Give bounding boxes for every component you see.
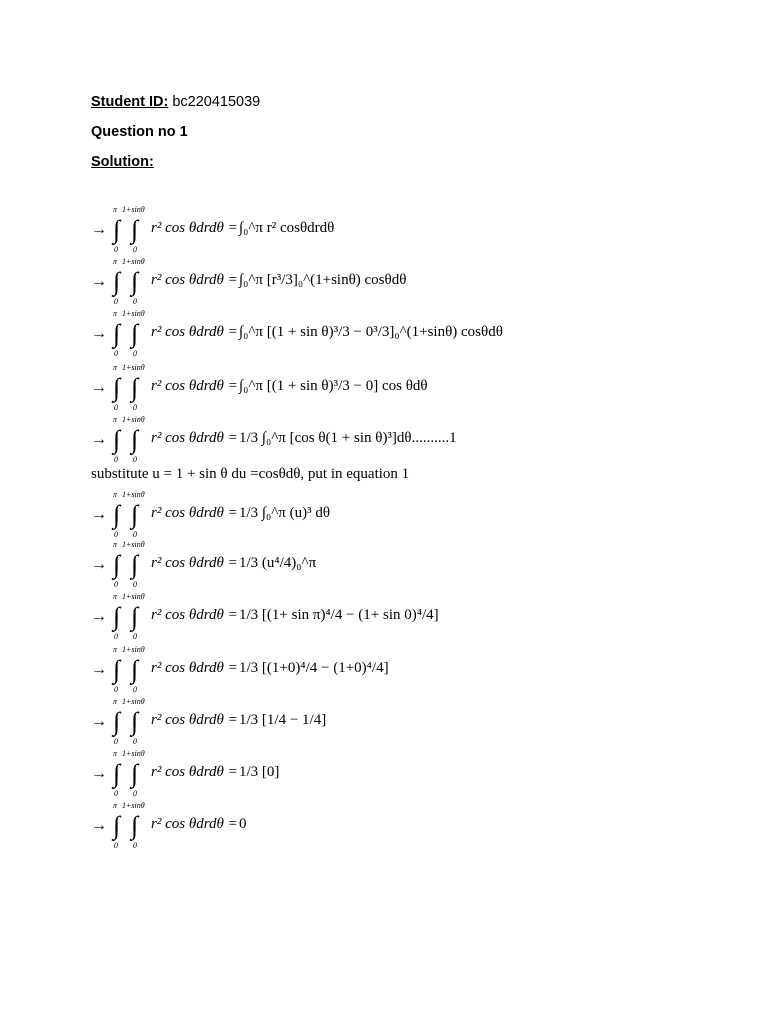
arrow-icon: → [91,221,107,238]
upper-limit-inner: 1+sinθ [122,205,145,214]
lower-limit-outer: 0 [114,403,118,412]
step-rhs: 0 [239,816,247,832]
arrow-icon: → [91,765,107,782]
upper-limit-inner: 1+sinθ [122,490,145,499]
arrow-icon: → [91,713,107,730]
arrow-icon: → [91,608,107,625]
integral-sign-outer: ∫ [113,602,121,631]
integral-sign-inner: ∫ [131,425,139,454]
lower-limit-inner: 0 [133,580,137,589]
arrow-icon: → [91,431,107,448]
upper-limit-outer: π [113,205,118,214]
arrow-icon: → [91,273,107,290]
lower-limit-outer: 0 [114,455,118,464]
integrand: r² cos θdrdθ = [151,272,238,288]
upper-limit-inner: 1+sinθ [122,415,145,424]
step-rhs: ∫₀^π [(1 + sin θ)³/3 − 0³/3]₀^(1+sinθ) cosθdθ [239,324,503,340]
arrow-icon: → [91,506,107,523]
integral-sign-inner: ∫ [131,811,139,840]
upper-limit-inner: 1+sinθ [122,257,145,266]
lower-limit-inner: 0 [133,841,137,850]
integral-sign-inner: ∫ [131,550,139,579]
double-integral [113,415,153,465]
integrand: r² cos θdrdθ = [151,324,238,340]
student-id-value: bc220415039 [172,94,261,110]
double-integral [113,309,153,359]
step-rhs: ∫₀^π [(1 + sin θ)³/3 − 0] cos θdθ [239,378,428,394]
step-rhs: 1/3 [(1+0)⁴/4 − (1+0)⁴/4] [239,660,389,676]
solution-heading: Solution: [91,154,154,170]
integrand: r² cos θdrdθ = [151,764,238,780]
arrow-icon: → [91,325,107,342]
integrand: r² cos θdrdθ = [151,816,238,832]
integral-sign-outer: ∫ [113,550,121,579]
integral-sign-outer: ∫ [113,373,121,402]
lower-limit-outer: 0 [114,789,118,798]
step-rhs: 1/3 [0] [239,764,280,780]
upper-limit-outer: π [113,645,118,654]
integrand: r² cos θdrdθ = [151,220,238,236]
double-integral [113,490,153,540]
integral-sign-outer: ∫ [113,759,121,788]
upper-limit-inner: 1+sinθ [122,363,145,372]
lower-limit-inner: 0 [133,632,137,641]
integrand: r² cos θdrdθ = [151,430,238,446]
lower-limit-inner: 0 [133,789,137,798]
lower-limit-outer: 0 [114,530,118,539]
upper-limit-outer: π [113,697,118,706]
lower-limit-inner: 0 [133,530,137,539]
upper-limit-outer: π [113,415,118,424]
integral-sign-inner: ∫ [131,373,139,402]
double-integral [113,257,153,307]
integral-sign-outer: ∫ [113,215,121,244]
upper-limit-inner: 1+sinθ [122,697,145,706]
integral-sign-outer: ∫ [113,707,121,736]
integrand: r² cos θdrdθ = [151,607,238,623]
upper-limit-inner: 1+sinθ [122,749,145,758]
arrow-icon: → [91,556,107,573]
integrand: r² cos θdrdθ = [151,555,238,571]
upper-limit-outer: π [113,801,118,810]
upper-limit-inner: 1+sinθ [122,645,145,654]
integrand: r² cos θdrdθ = [151,505,238,521]
lower-limit-inner: 0 [133,297,137,306]
lower-limit-outer: 0 [114,349,118,358]
upper-limit-outer: π [113,592,118,601]
integral-sign-outer: ∫ [113,655,121,684]
integral-sign-outer: ∫ [113,267,121,296]
lower-limit-outer: 0 [114,841,118,850]
upper-limit-outer: π [113,540,118,549]
integral-sign-outer: ∫ [113,811,121,840]
upper-limit-outer: π [113,749,118,758]
integral-sign-inner: ∫ [131,655,139,684]
integral-sign-outer: ∫ [113,425,121,454]
step-rhs: ∫₀^π r² cosθdrdθ [239,220,335,236]
lower-limit-outer: 0 [114,580,118,589]
integral-sign-outer: ∫ [113,319,121,348]
substitution-note: substitute u = 1 + sin θ du =cosθdθ, put in equation 1 [91,466,410,482]
student-id-line [91,94,260,110]
integral-sign-inner: ∫ [131,759,139,788]
arrow-icon: → [91,379,107,396]
step-rhs: 1/3 [(1+ sin π)⁴/4 − (1+ sin 0)⁴/4] [239,607,439,623]
lower-limit-outer: 0 [114,737,118,746]
integral-sign-inner: ∫ [131,707,139,736]
integral-sign-inner: ∫ [131,500,139,529]
lower-limit-outer: 0 [114,632,118,641]
integral-sign-inner: ∫ [131,602,139,631]
step-rhs: 1/3 ∫₀^π [cos θ(1 + sin θ)³]dθ..........1 [239,430,457,446]
lower-limit-outer: 0 [114,685,118,694]
upper-limit-outer: π [113,490,118,499]
step-rhs: ∫₀^π [r³/3]₀^(1+sinθ) cosθdθ [239,272,407,288]
student-id-label: Student ID: [91,94,169,110]
double-integral [113,205,153,255]
question-heading: Question no 1 [91,124,188,140]
double-integral [113,697,153,747]
upper-limit-outer: π [113,309,118,318]
arrow-icon: → [91,817,107,834]
double-integral [113,363,153,413]
upper-limit-inner: 1+sinθ [122,801,145,810]
lower-limit-inner: 0 [133,245,137,254]
upper-limit-outer: π [113,257,118,266]
step-rhs: 1/3 ∫₀^π (u)³ dθ [239,505,331,521]
integral-sign-outer: ∫ [113,500,121,529]
integral-sign-inner: ∫ [131,215,139,244]
lower-limit-inner: 0 [133,685,137,694]
upper-limit-outer: π [113,363,118,372]
lower-limit-outer: 0 [114,297,118,306]
double-integral [113,592,153,642]
integrand: r² cos θdrdθ = [151,378,238,394]
integrand: r² cos θdrdθ = [151,660,238,676]
double-integral [113,645,153,695]
upper-limit-inner: 1+sinθ [122,309,145,318]
step-rhs: 1/3 [1/4 − 1/4] [239,712,327,728]
upper-limit-inner: 1+sinθ [122,592,145,601]
step-rhs: 1/3 (u⁴/4)₀^π [239,555,317,571]
lower-limit-inner: 0 [133,455,137,464]
integrand: r² cos θdrdθ = [151,712,238,728]
lower-limit-outer: 0 [114,245,118,254]
integral-sign-inner: ∫ [131,319,139,348]
lower-limit-inner: 0 [133,349,137,358]
lower-limit-inner: 0 [133,403,137,412]
lower-limit-inner: 0 [133,737,137,746]
integral-sign-inner: ∫ [131,267,139,296]
upper-limit-inner: 1+sinθ [122,540,145,549]
arrow-icon: → [91,661,107,678]
double-integral [113,540,153,590]
double-integral [113,801,153,851]
double-integral [113,749,153,799]
